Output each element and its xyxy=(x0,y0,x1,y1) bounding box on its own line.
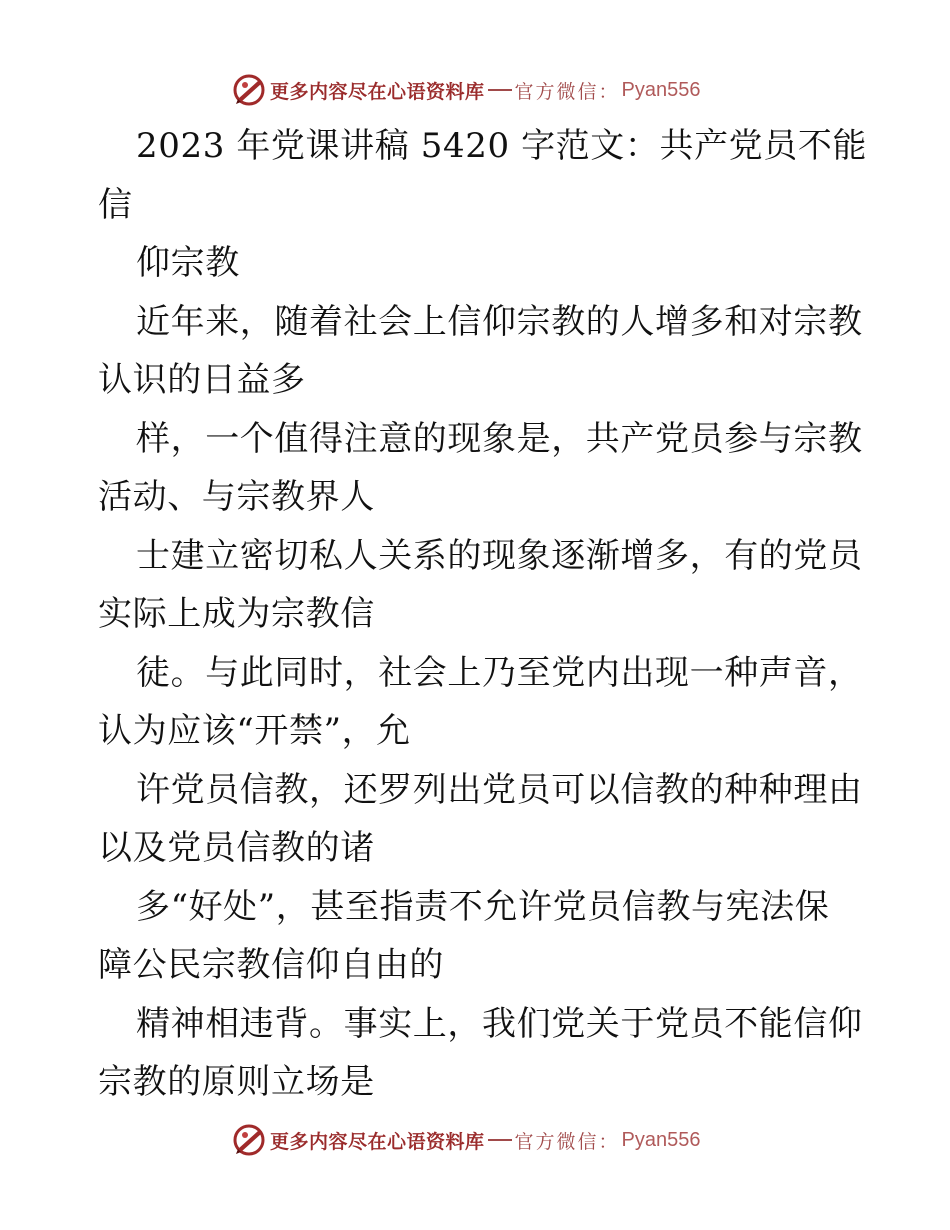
watermark-label: 官方微信： xyxy=(514,1130,620,1153)
text-line: 样，一个值得注意的现象是，共产党员参与宗教 xyxy=(136,418,863,459)
document-body xyxy=(98,117,878,1112)
text-line: 徒。与此同时，社会上乃至党内出现一种声音， xyxy=(136,652,863,693)
text-line: 信 xyxy=(98,184,133,225)
text-line: 士建立密切私人关系的现象逐渐增多，有的党员 xyxy=(136,535,863,576)
text-line: 以及党员信教的诸 xyxy=(98,828,375,868)
text-line: 近年来，随着社会上信仰宗教的人增多和对宗教 xyxy=(136,301,863,342)
text-line: 认识的日益多 xyxy=(98,360,306,400)
watermark-id: Pyan556 xyxy=(621,1128,701,1151)
watermark-dash xyxy=(488,1139,512,1141)
text-line: 2023 年党课讲稿 5420 字范文：共产党员不能 xyxy=(136,126,868,166)
watermark-id: Pyan556 xyxy=(621,78,701,101)
watermark-dash xyxy=(488,89,512,91)
pen-logo-icon xyxy=(232,1123,266,1157)
text-line: 仰宗教 xyxy=(136,243,240,283)
header-watermark xyxy=(232,70,701,110)
watermark-label: 官方微信： xyxy=(514,80,620,103)
pen-logo-icon xyxy=(232,73,266,107)
text-line: 障公民宗教信仰自由的 xyxy=(98,945,444,985)
footer-watermark xyxy=(232,1120,701,1160)
text-line: 认为应该“开禁”，允 xyxy=(98,711,411,751)
watermark-site: 更多内容尽在心语资料库 xyxy=(270,1130,485,1153)
text-line: 精神相违背。事实上，我们党关于党员不能信仰 xyxy=(136,1003,863,1044)
text-line: 许党员信教，还罗列出党员可以信教的种种理由 xyxy=(136,769,863,810)
text-line: 活动、与宗教界人 xyxy=(98,477,375,517)
text-line: 多“好处”，甚至指责不允许党员信教与宪法保 xyxy=(136,886,830,927)
text-line: 宗教的原则立场是 xyxy=(98,1062,375,1102)
text-line: 实际上成为宗教信 xyxy=(98,594,375,634)
watermark-site: 更多内容尽在心语资料库 xyxy=(270,80,485,103)
